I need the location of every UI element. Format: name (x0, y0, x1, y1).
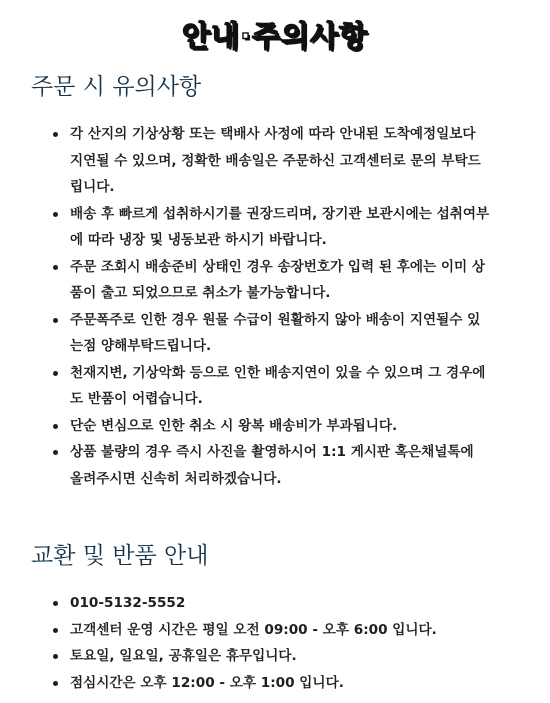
list-item: 점심시간은 오후 12:00 - 오후 1:00 입니다. (50, 670, 490, 697)
page-banner-title: 안내·주의사항 (181, 19, 369, 53)
list-item: 고객센터 운영 시간은 평일 오전 09:00 - 오후 6:00 입니다. (50, 617, 490, 644)
order-notice-list (50, 121, 490, 492)
list-item: 각 산지의 기상상황 또는 택배사 사정에 따라 안내된 도착예정일보다 지연될 수 있으며, 정확한 배송일은 주문하신 고객센터로 문의 부탁드립니다. (50, 121, 490, 201)
order-notice-heading: 주문 시 유의사항 (31, 74, 202, 100)
list-item: 배송 후 빠르게 섭취하시기를 권장드리며, 장기관 보관시에는 섭취여부에 따라 냉장 및 냉동보관 하시기 바랍니다. (50, 201, 490, 254)
exchange-notice-list (50, 590, 490, 696)
list-item: 토요일, 일요일, 공휴일은 휴무입니다. (50, 643, 490, 670)
list-item: 단순 변심으로 인한 취소 시 왕복 배송비가 부과됩니다. (50, 413, 490, 440)
list-item: 상품 불량의 경우 즉시 사진을 촬영하시어 1:1 게시판 혹은채널톡에 올려주시면 신속히 처리하겠습니다. (50, 439, 490, 492)
exchange-notice-heading: 교환 및 반품 안내 (31, 543, 209, 569)
phone-number: 010-5132-5552 (50, 590, 490, 617)
list-item: 주문폭주로 인한 경우 원물 수급이 원활하지 않아 배송이 지연될수 있는점 양해부탁드립니다. (50, 307, 490, 360)
list-item: 천재지변, 기상악화 등으로 인한 배송지연이 있을 수 있으며 그 경우에도 반품이 어렵습니다. (50, 360, 490, 413)
list-item: 주문 조회시 배송준비 상태인 경우 송장번호가 입력 된 후에는 이미 상품이 출고 되었으므로 취소가 불가능합니다. (50, 254, 490, 307)
